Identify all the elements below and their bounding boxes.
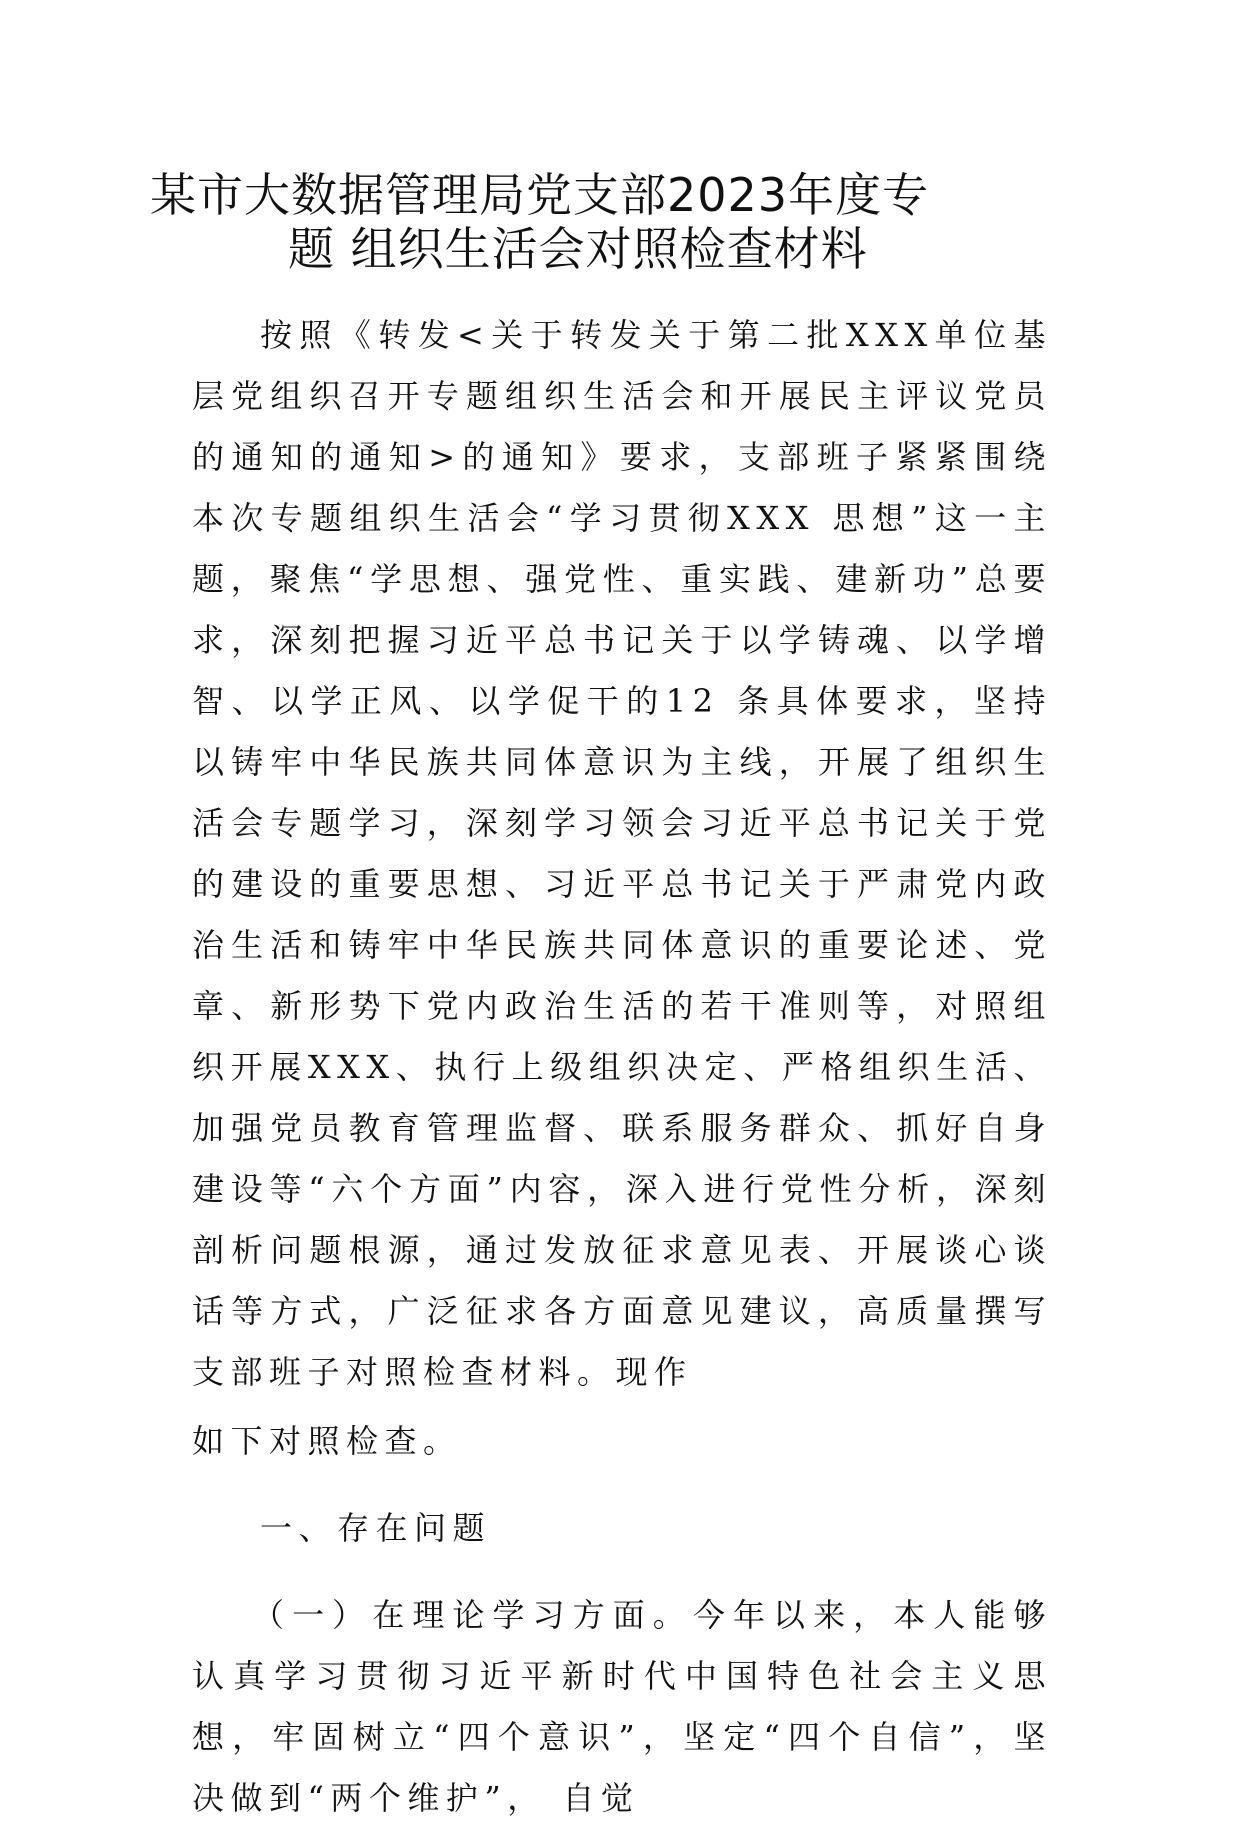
intro-paragraph	[192, 305, 1052, 1472]
section-heading-problems: 一、存在问题	[260, 1509, 492, 1547]
intro-paragraph-text: 按照《转发<关于转发关于第二批XXX单位基层党组织召开专题组织生活会和开展民主评议党员的通知的通知>的通知》要求，支部班子紧紧围绕本次专题组织生活会“学习贯彻XXX 思想”这一主题，聚焦“学思想、强党性、重实践、建新功”总要求，深刻把握习近平总书记关于以学铸魂、以学增智、以学正风、以学促干的12 条具体要求，坚持以铸牢中华民族共同体意识为主线，开展了组织生活会专题学习，深刻学习领会习近平总书记关于党的建设的重要思想、习近平总书记关于严肃党内政治生活和铸牢中华民族共同体意识的重要论述、党章、新形势下党内政治生活的若干准则等，对照组织开展XXX、执行上级组织决定、严格组织生活、加强党员教育管理监督、联系服务群众、抓好自身建设等“六个方面”内容，深入进行党性分析，深刻剖析问题根源，通过发放征求意见表、开展谈心谈话等方式，广泛征求各方面意见建议，高质量撰写支部班子对照检查材料。现作	[192, 316, 1052, 1391]
title-line-1: 某市大数据管理局党支部2023年度专	[150, 168, 930, 222]
document-title	[150, 168, 1090, 276]
intro-last-line: 如下对照检查。	[192, 1422, 462, 1460]
title-line-2: 题 组织生活会对照检查材料	[288, 222, 868, 276]
document-body	[192, 305, 1052, 1829]
section1-paragraph-theory-study: （一）在理论学习方面。今年以来，本人能够认真学习贯彻习近平新时代中国特色社会主义思想，牢固树立“四个意识”，坚定“四个自信”，坚决做到“两个维护”， 自觉	[192, 1596, 1052, 1817]
